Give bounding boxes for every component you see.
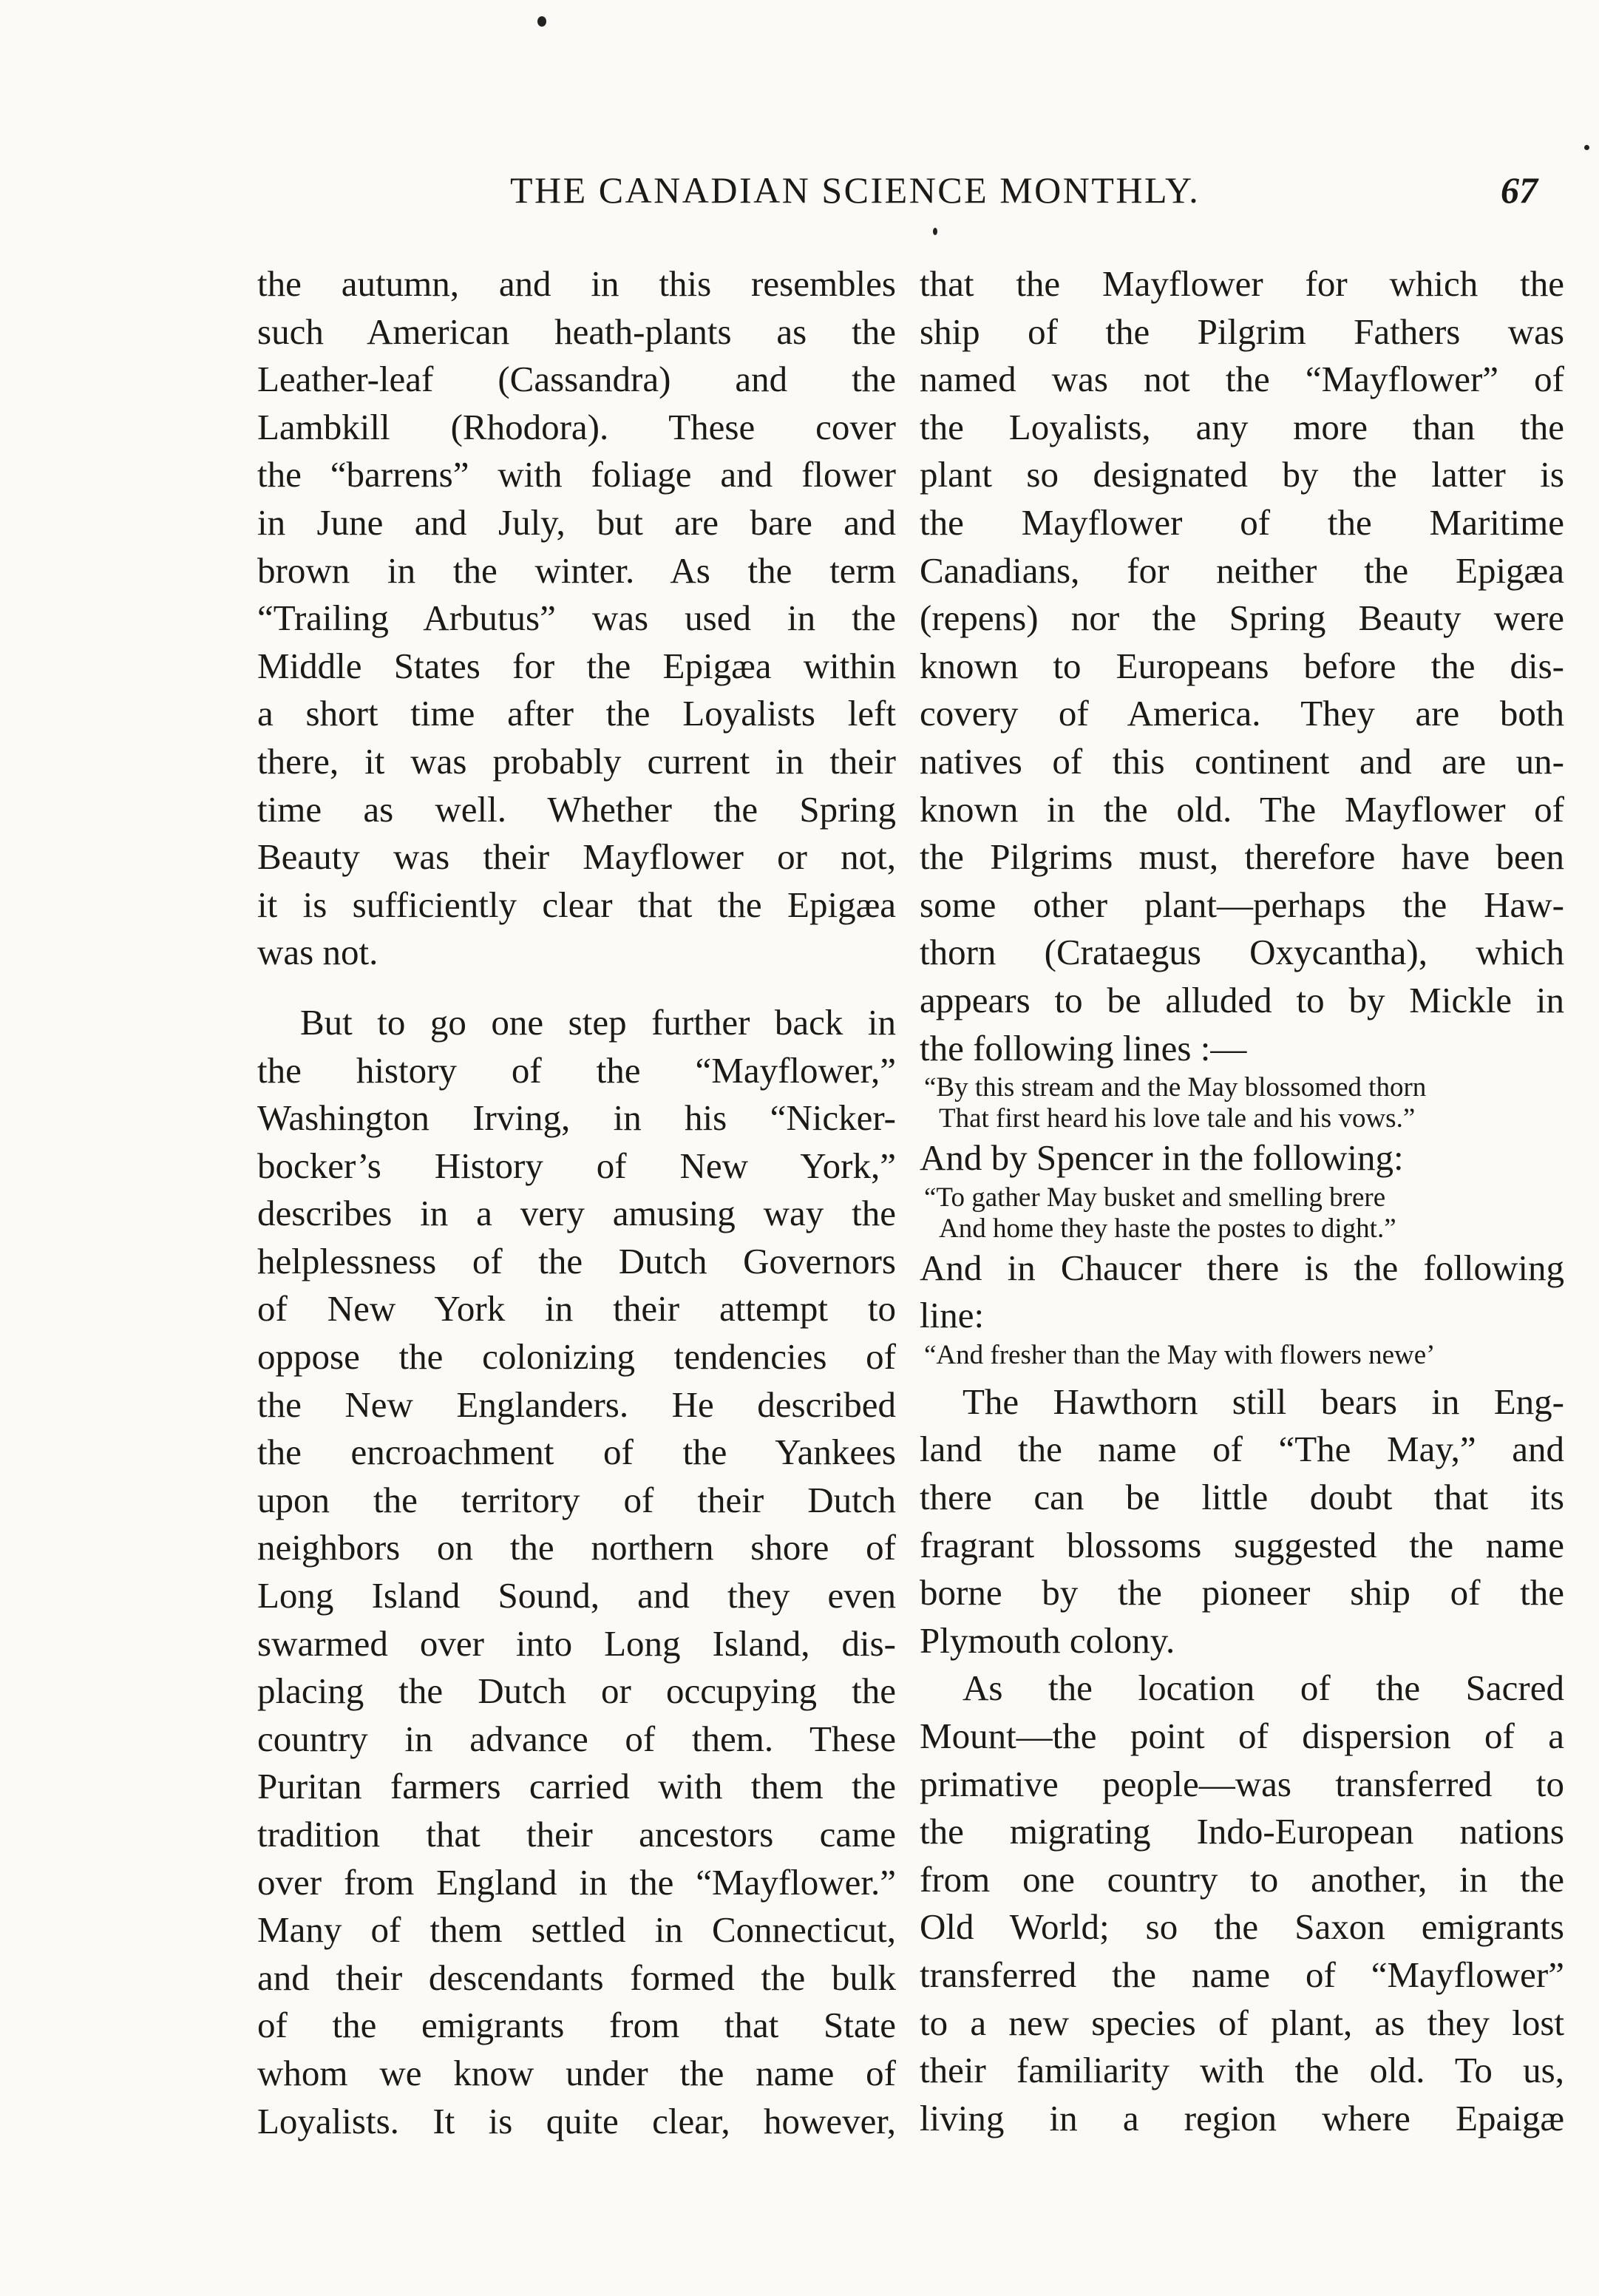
text-line: of New York in their attempt to bbox=[257, 1288, 896, 1330]
text-line: tradition that their ancestors came bbox=[257, 1814, 896, 1855]
right-column bbox=[920, 260, 1564, 2142]
text-line: such American heath-plants as the bbox=[257, 311, 896, 352]
text-line: known in the old. The Mayflower of bbox=[920, 788, 1564, 830]
text-line: Plymouth colony. bbox=[920, 1619, 1175, 1661]
text-line: Many of them settled in Connecticut, bbox=[257, 1909, 896, 1951]
text-line: line: bbox=[920, 1295, 985, 1336]
text-line: Lambkill (Rhodora). These cover bbox=[257, 406, 896, 447]
text-line: Mount—the point of dispersion of a bbox=[920, 1716, 1564, 1757]
text-line: the following lines :— bbox=[920, 1027, 1247, 1069]
text-line: Washington Irving, in his “Nicker- bbox=[257, 1097, 896, 1139]
text-line: The Hawthorn still bears in Eng- bbox=[963, 1381, 1564, 1422]
text-line: neighbors on the northern shore of bbox=[257, 1527, 896, 1568]
text-line: ship of the Pilgrim Fathers was bbox=[920, 311, 1564, 352]
quote-line: “By this stream and the May blossomed thorn bbox=[924, 1072, 1427, 1103]
ink-speck bbox=[933, 228, 937, 235]
text-line: upon the territory of their Dutch bbox=[257, 1479, 896, 1520]
text-line: fragrant blossoms suggested the name bbox=[920, 1524, 1564, 1565]
text-line: And in Chaucer there is the following bbox=[920, 1247, 1564, 1288]
text-line: the Mayflower of the Maritime bbox=[920, 501, 1564, 543]
text-line: Old World; so the Saxon emigrants bbox=[920, 1906, 1564, 1948]
ink-speck bbox=[1584, 145, 1589, 150]
quote-line: And home they haste the postes to dight.” bbox=[939, 1213, 1396, 1244]
text-line: land the name of “The May,” and bbox=[920, 1429, 1564, 1470]
text-line: placing the Dutch or occupying the bbox=[257, 1670, 896, 1712]
text-line: helplessness of the Dutch Governors bbox=[257, 1240, 896, 1281]
text-line: and their descendants formed the bulk bbox=[257, 1957, 896, 1998]
text-line: known to Europeans before the dis- bbox=[920, 645, 1564, 686]
text-line: Leather-leaf (Cassandra) and the bbox=[257, 359, 896, 400]
text-line: the history of the “Mayflower,” bbox=[257, 1049, 896, 1091]
text-line: brown in the winter. As the term bbox=[257, 549, 896, 591]
text-line: But to go one step further back in bbox=[300, 1001, 896, 1043]
text-line: natives of this continent and are un- bbox=[920, 740, 1564, 782]
text-line: there can be little doubt that its bbox=[920, 1477, 1564, 1518]
text-line: As the location of the Sacred bbox=[963, 1667, 1564, 1709]
text-line: the “barrens” with foliage and flower bbox=[257, 454, 896, 495]
quote-line: “And fresher than the May with flowers newe’ bbox=[924, 1339, 1436, 1370]
text-line: describes in a very amusing way the bbox=[257, 1193, 896, 1234]
paragraph-break bbox=[920, 1371, 1564, 1378]
text-line: appears to be alluded to by Mickle in bbox=[920, 979, 1564, 1020]
text-line: living in a region where Epaigæ bbox=[920, 2097, 1564, 2138]
text-line: their familiarity with the old. To us, bbox=[920, 2050, 1564, 2091]
text-line: Beauty was their Mayflower or not, bbox=[257, 836, 896, 878]
text-line: in June and July, but are bare and bbox=[257, 501, 896, 543]
text-line: the encroachment of the Yankees bbox=[257, 1432, 896, 1473]
text-line: the migrating Indo-European nations bbox=[920, 1811, 1564, 1852]
text-line: country in advance of them. These bbox=[257, 1718, 896, 1759]
journal-title: THE CANADIAN SCIENCE MONTHLY. bbox=[510, 169, 1201, 211]
text-line: Long Island Sound, and they even bbox=[257, 1575, 896, 1616]
text-line: Middle States for the Epigæa within bbox=[257, 645, 896, 686]
text-line: the autumn, and in this resembles bbox=[257, 263, 896, 304]
text-line: was not. bbox=[257, 932, 378, 973]
text-line: (repens) nor the Spring Beauty were bbox=[920, 597, 1564, 639]
text-line: “Trailing Arbutus” was used in the bbox=[257, 597, 896, 639]
text-line: covery of America. They are both bbox=[920, 693, 1564, 734]
text-line: oppose the colonizing tendencies of bbox=[257, 1336, 896, 1378]
text-line: borne by the pioneer ship of the bbox=[920, 1572, 1564, 1613]
text-line: it is sufficiently clear that the Epigæa bbox=[257, 884, 896, 925]
text-line: from one country to another, in the bbox=[920, 1858, 1564, 1900]
text-line: that the Mayflower for which the bbox=[920, 263, 1564, 304]
text-line: a short time after the Loyalists left bbox=[257, 693, 896, 734]
paragraph-break bbox=[257, 977, 896, 999]
text-line: transferred the name of “Mayflower” bbox=[920, 1954, 1564, 1995]
page-number: 67 bbox=[1501, 169, 1538, 211]
text-line: bocker’s History of New York,” bbox=[257, 1145, 896, 1186]
text-line: over from England in the “Mayflower.” bbox=[257, 1861, 896, 1903]
text-line: Loyalists. It is quite clear, however, bbox=[257, 2100, 896, 2141]
quote-line: That first heard his love tale and his vows.” bbox=[939, 1103, 1416, 1134]
text-line: Canadians, for neither the Epigæa bbox=[920, 549, 1564, 591]
text-line: of the emigrants from that State bbox=[257, 2005, 896, 2046]
running-header bbox=[510, 169, 1589, 220]
text-line: named was not the “Mayflower” of bbox=[920, 359, 1564, 400]
text-line: the New Englanders. He described bbox=[257, 1384, 896, 1425]
text-line: time as well. Whether the Spring bbox=[257, 788, 896, 830]
text-line: whom we know under the name of bbox=[257, 2052, 896, 2093]
left-column bbox=[257, 260, 896, 2145]
text-line: swarmed over into Long Island, dis- bbox=[257, 1622, 896, 1664]
text-line: some other plant—perhaps the Haw- bbox=[920, 884, 1564, 925]
text-line: the Loyalists, any more than the bbox=[920, 406, 1564, 447]
text-line: to a new species of plant, as they lost bbox=[920, 2002, 1564, 2043]
text-line: And by Spencer in the following: bbox=[920, 1137, 1404, 1179]
text-line: primative people—was transferred to bbox=[920, 1763, 1564, 1804]
text-line: plant so designated by the latter is bbox=[920, 454, 1564, 495]
text-line: the Pilgrims must, therefore have been bbox=[920, 836, 1564, 878]
text-line: there, it was probably current in their bbox=[257, 740, 896, 782]
ink-speck bbox=[537, 16, 546, 27]
text-line: thorn (Crataegus Oxycantha), which bbox=[920, 932, 1564, 973]
quote-line: “To gather May busket and smelling brere bbox=[924, 1182, 1386, 1213]
text-line: Puritan farmers carried with them the bbox=[257, 1766, 896, 1807]
